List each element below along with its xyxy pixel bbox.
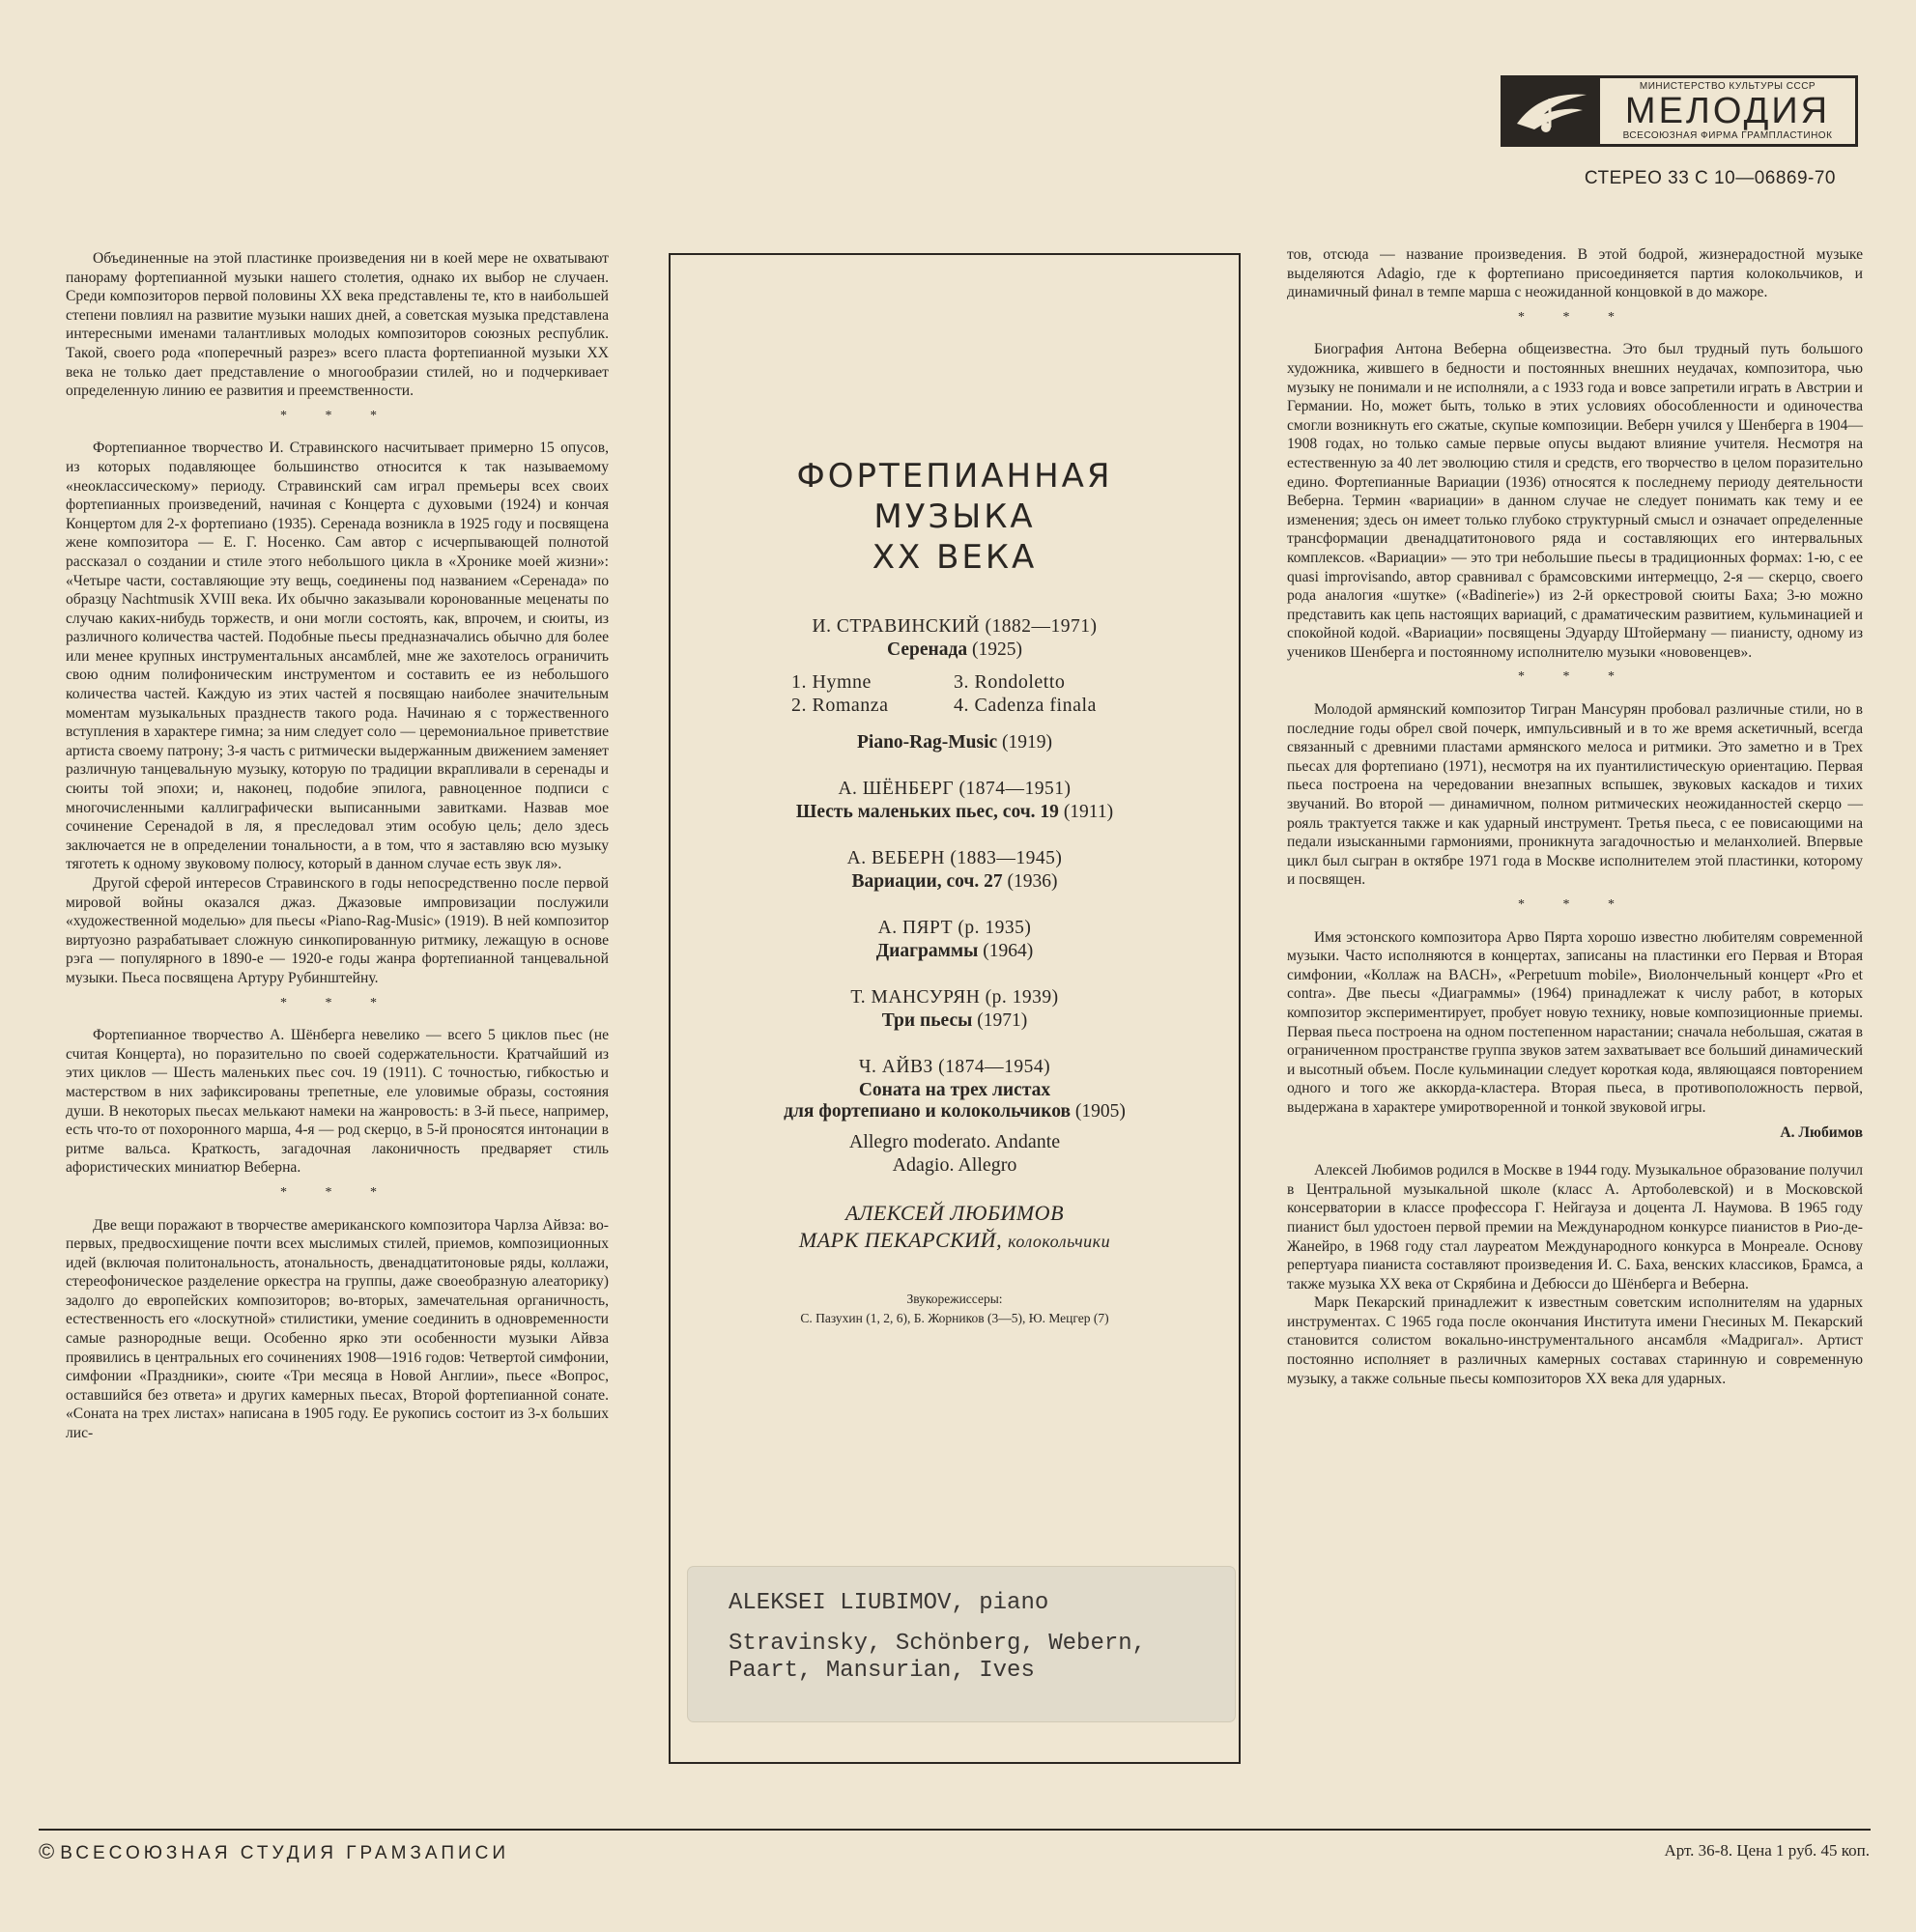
composer-schoenberg: А. ШЁНБЕРГ (1874—1951) xyxy=(838,779,1072,799)
section-separator: * * * xyxy=(1518,897,1632,912)
stravinsky-paragraph: Фортепианное творчество И. Стравинского насчитывает примерно 15 опусов, из которых подавляющее большинство относится к так называемому «неоклассическому» периоду. Стравинский сам играл премьеры всех своих фортепианных произведений, начиная с Концерта с духовыми (1924) и кончая Концертом для 2-х фортепиано (1935). Серенада возникла в 1925 году и посвящена жене композитора — Е. Г. Носенко. Сам автор с исчерпывающей полнотой рассказал о создании и стиле этого небольшого цикла в «Хронике моей жизни»: «Четыре части, составляющие эту вещь, соединены под названием «Серенада» по образцу Nachtmusik XVIII века. Их обычно заказывали коронованные меценаты по случаю каких-нибудь торжеств, и они могли состоять, как, впрочем, и сюиты, из различного количества частей. Подобные пьесы предназначались обычно для более или менее крупных инструментальных ансамблей, мне же захотелось ограничить свою одним полифоническим инструментом и составить ее из небольшого количества частей. Каждую из этих частей я посвящаю наиболее значительным моментам музыкальных празднеств такого рода. Начинаю я с торжественного вступления в характере гимна; за ним следует соло — церемониальное приветствие артиста своему патрону; 3-я часть с ритмически выдержанным движением заменяет различную танцевальную музыку, которую по традиции вкрапливали в серенады и сюиты той эпохи; и, наконец, подобие эпилога, равноценное подписи с многочисленными каллиграфически выписанными завитками. Назвав мое сочинение Серенадой в ля, я преследовал этим особую цель; дело здесь заключается не в определении тональности, а в том, что я заставляю всю музыку тяготеть к одному звуковому полюсу, который в данном случае есть звук ля». xyxy=(66,440,609,873)
copyright-icon: © xyxy=(39,1839,55,1863)
album-title xyxy=(671,456,1239,578)
movement: Allegro moderato. Andante xyxy=(848,1131,1061,1152)
work-three-page-sonata xyxy=(671,1080,1239,1122)
serenade-movements xyxy=(671,670,1239,717)
typed-sticker-label xyxy=(688,1567,1235,1721)
composer-mansurian: Т. МАНСУРЯН (р. 1939) xyxy=(850,987,1059,1008)
movement: 3. Rondoletto xyxy=(954,671,1066,693)
mansurian-paragraph: Молодой армянский композитор Тигран Мансурян пробовал различные стили, но в последние годы обрел свой почерк, импульсивный и в то же время аскетичный, всегда связанный с древними пластами армянского мелоса и ритмики. Это заметно и в Трех пьесах для фортепиано (1971), несмотря на их пуантилистическую ориентацию. Первая пьеса построена на чередовании внезапных вспышек, звуковых каскадов и тихих звучаний. Во второй — динамичном, полном ритмических неожиданностей скерцо — рояль трактуется также и как ударный инструмент. Третья пьеса, с ее повисающими на педали изысканными гармониями, проникнута загадочностью и меланхолией. Впервые цикл был сыгран в октябре 1971 года в Москве исполнителем этой пластинки, которому и посвящен. xyxy=(1287,701,1863,889)
work-year: (1919) xyxy=(1002,732,1053,753)
work-title: Шесть маленьких пьес, соч. 19 xyxy=(795,802,1059,822)
left-text-column xyxy=(66,249,609,1443)
logo-ministry-text: МИНИСТЕРСТВО КУЛЬТУРЫ СССР xyxy=(1639,81,1816,92)
work-year: (1964) xyxy=(983,941,1034,961)
work-title: Piano-Rag-Music xyxy=(856,732,998,753)
work-variations xyxy=(671,871,1239,893)
work-year: (1971) xyxy=(977,1010,1028,1031)
footer-divider xyxy=(39,1829,1871,1831)
work-title: Диаграммы xyxy=(875,941,979,961)
movement: 1. Hymne xyxy=(791,671,872,693)
album-title-line: XX ВЕКА xyxy=(872,538,1038,577)
part-paragraph: Имя эстонского композитора Арво Пярта хорошо известно любителям современной музыки. Часто исполняются в концертах, записаны на пластинки его Первая и Вторая симфонии, «Коллаж на BACH», «Perpetuum mobile», Виолончельный концерт «Pro et contra». Две пьесы «Диаграммы» (1964) принадлежат к числу работ, в которых композитор экспериментирует, пробует новую технику, новые композиционные приемы. Первая пьеса построена на одном постепенном нарастании; сначала небольшая, сжатая в ограниченном пространстве группа звуков затем захватывает все больший динамический и высотный объем. После кульминации следует короткая кода, являющаяся повторением одного и того же аккорда-кластера. Вторая пьеса, в противоположность первой, выдержана в характере умиротворенной и тонкой звуковой игры. xyxy=(1287,928,1863,1116)
performer-percussionist xyxy=(671,1227,1239,1255)
ives-paragraph: Две вещи поражают в творчестве американского композитора Чарлза Айвза: во-первых, предвосхищение почти всех мыслимых стилей, приемов, композиционных идей (включая политональность, атональность, двенадцатитоновые ряды, коллажи, стереофоническое разделение оркестра на группы, даже своеобразную алеаторику) задолго до европейских композиторов; во-вторых, замечательная органичность, естественность его «лоскутной» стилистики, умение соединить в одновременности самые разнородные вещи. Особенно ярко эти особенности музыки Айвза проявились в центральных его сочинениях 1908—1916 годов: Четвертой симфонии, симфонии «Праздники», сюите «Три месяца в Новой Англии», пьесе «Вопрос, оставшийся без ответа» и других камерных пьесах, Второй фортепианной сонате. «Соната на трех листах» написана в 1905 году. Ее рукопись состоит из 3-х больших лис- xyxy=(66,1216,609,1442)
composer-ives: Ч. АЙВЗ (1874—1954) xyxy=(858,1057,1051,1077)
work-diagrams xyxy=(671,941,1239,962)
melodiya-emblem-icon xyxy=(1503,78,1600,144)
section-separator: * * * xyxy=(280,995,394,1010)
liubimov-bio: Алексей Любимов родился в Москве в 1944 году. Музыкальное образование получил в Центральной музыкальной школе (класс А. Артоболевской) и в Московской консерватории в классе профессора Г. Нейгауза и доцента Л. Наумова. В 1965 году пианист был удостоен первой премии на Международном конкурсе пианистов в Рио-де-Жанейро, в 1968 году стал лауреатом Международного конкурса в Монреале. Основу репертуара пианиста составляют произведения И. С. Баха, венских классиков, Брамса, а также музыка XX века от Скрябина и Дебюсси до Шёнберга и Веберна. xyxy=(1287,1162,1863,1293)
movement: 4. Cadenza finala xyxy=(954,695,1097,716)
sticker-composers-continued: Paart, Mansurian, Ives xyxy=(729,1658,1035,1684)
album-title-line: ФОРТЕПИАННАЯ xyxy=(796,457,1113,496)
work-serenade xyxy=(671,639,1239,661)
sonata-movements xyxy=(671,1130,1239,1177)
movement: 2. Romanza xyxy=(791,695,889,716)
logo-firm-text: ВСЕСОЮЗНАЯ ФИРМА ГРАМПЛАСТИНОК xyxy=(1622,130,1833,141)
sticker-composers: Stravinsky, Schönberg, Webern, xyxy=(729,1631,1147,1657)
webern-paragraph: Биография Антона Веберна общеизвестна. Это был трудный путь большого художника, жившего в бедности и постоянных внешних неудачах, композитора, чью музыку не понимали и не исполняли, а с 1933 года и вовсе запретили играть в Австрии и Германии. Но, может быть, только в этих условиях обособленности и одиночества смогли возникнуть его сжатые, скупые композиции. Веберн учился у Шенберга в 1904—1908 годах, но только самые первые опусы выдают влияние учителя. Несмотря на естественную за 40 лет эволюцию стиля и средств, его творчество в целом поразительно едино. Фортепианные Вариации (1936) относятся к последнему периоду деятельности Веберна. Термин «вариации» в данном случае не следует понимать как тему и ее изменения; здесь он имеет только глубоко структурный смысл и означает определенные трансформации двенадцатитонового ряда и составляющих его интервальных комплексов. «Вариации» — это три небольшие пьесы в традиционных формах: 1-ю, с ее quasi improvisando, автор сравнивал с брамсовскими интермеццо, 2-я — скерцо, своего рода аналогия «шутке» («Badinerie») из 2-й оркестровой сюиты Баха; 3-ю можно представить как цепь настоящих вариаций, с драматическим развитием, кульминацией и спокойной кодой. «Вариации» посвящены Эдуарду Штойерману — пианисту, одному из учеников Шенберга и постоянному исполнителю музыки «нововенцев». xyxy=(1287,341,1863,661)
work-year: (1936) xyxy=(1007,871,1058,892)
work-title-continued: для фортепиано и колокольчиков xyxy=(784,1101,1071,1122)
footer-price: Арт. 36-8. Цена 1 руб. 45 коп. xyxy=(1664,1841,1870,1860)
work-year: (1911) xyxy=(1063,802,1114,822)
work-title: Соната на трех листах xyxy=(858,1080,1051,1100)
section-separator: * * * xyxy=(280,408,394,423)
intro-paragraph: Объединенные на этой пластинке произведения ни в коей мере не охватывают панораму фортепианной музыки нашего столетия, однако их выбор не случаен. Среди композиторов первой половины XX века представлены те, кто в наибольшей степени повлиял на развитие музыки наших дней, а советская музыка представлена интересными именами талантливых молодых композиторов союзных республик. Такой, своего рода «поперечный разрез» всего пласта фортепианной музыки XX века не только дает представление о многообразии стилей, но и подчеркивает определенную линию ее развития и преемственности. xyxy=(66,250,609,400)
work-title: Серенада xyxy=(887,639,968,660)
composer-stravinsky: И. СТРАВИНСКИЙ (1882—1971) xyxy=(812,616,1098,637)
performers xyxy=(671,1200,1239,1255)
composer-webern: А. ВЕБЕРН (1883—1945) xyxy=(846,848,1063,868)
section-separator: * * * xyxy=(280,1184,394,1200)
catalog-number: СТЕРЕО 33 С 10—06869-70 xyxy=(1584,168,1836,188)
melodiya-logo xyxy=(1501,75,1858,147)
performer-name: МАРК ПЕКАРСКИЙ, xyxy=(798,1228,1003,1252)
author-signature: А. Любимов xyxy=(1780,1123,1863,1141)
composer-part: А. ПЯРТ (р. 1935) xyxy=(877,918,1032,938)
work-title: Вариации, соч. 27 xyxy=(851,871,1003,892)
engineers-list: С. Пазухин (1, 2, 6), Б. Жорников (3—5), Ю. Мецгер (7) xyxy=(800,1311,1109,1325)
work-six-little-pieces xyxy=(671,802,1239,823)
work-year: (1925) xyxy=(971,639,1022,660)
stravinsky-jazz-paragraph: Другой сферой интересов Стравинского в годы непосредственно после первой мировой войны оказался джаз. Джазовые импровизации послужили «художественной моделью» для пьесы «Piano-Rag-Music» (1919). В ней композитор виртуозно разрабатывает сложную синкопированную ритмику, лежащую в основе рэга — популярного в 1890-е — 1920-е годы жанра фортепианной танцевальной музыки. Пьеса посвящена Артуру Рубинштейну. xyxy=(66,875,609,986)
work-year: (1905) xyxy=(1074,1101,1126,1122)
right-text-column xyxy=(1287,245,1863,1388)
section-separator: * * * xyxy=(1518,309,1632,325)
schoenberg-paragraph: Фортепианное творчество А. Шёнберга невелико — всего 5 циклов пьес (не считая Концерта), но поразительно по своей содержательности. Кратчайший из этих циклов — Шесть маленьких пьес соч. 19 (1911). С точностью, гибкостью и мастерством в них зафиксированы трепетные, еле уловимые образы, состояния души. В некоторых пьесах мелькают намеки на жанровость: в 3-й пьесе, например, есть что-то от похоронного марша, 4-я — род скерцо, в 5-й проносятся интонации в ритме вальса. Краткость, загадочная лаконичность предваряет стиль афористических миниатюр Веберна. xyxy=(66,1027,609,1177)
work-three-pieces xyxy=(671,1010,1239,1032)
logo-brand-name: МЕЛОДИЯ xyxy=(1624,91,1831,131)
performer-role: колокольчики xyxy=(1008,1232,1111,1251)
ives-paragraph-continued: тов, отсюда — название произведения. В этой бодрой, жизнерадостной музыке выделяются Adagio, где к фортепиано присоединяется партия колокольчиков, и динамичный финал в темпе марша с неожиданной концовкой в до мажоре. xyxy=(1287,246,1863,301)
section-separator: * * * xyxy=(1518,669,1632,685)
work-piano-rag-music xyxy=(671,732,1239,753)
tracklist-panel xyxy=(669,253,1241,1764)
album-title-line: МУЗЫКА xyxy=(873,497,1036,536)
studio-name: ВСЕСОЮЗНАЯ СТУДИЯ ГРАМЗАПИСИ xyxy=(60,1843,510,1863)
sticker-performer: ALEKSEI LIUBIMOV, piano xyxy=(729,1590,1049,1616)
movement: Adagio. Allegro xyxy=(892,1154,1017,1176)
pekarsky-bio: Марк Пекарский принадлежит к известным советским исполнителям на ударных инструментах. С 1965 года после окончания Института имени Гнесиных М. Пекарский становится солистом вокально-инструментального ансамбля «Мадригал». Артист постоянно исполняет в различных камерных составах старинную и современную музыку, а также сольные пьесы композиторов XX века для ударных. xyxy=(1287,1294,1863,1387)
footer-studio xyxy=(39,1839,509,1864)
work-title: Три пьесы xyxy=(881,1010,973,1031)
performer-pianist: АЛЕКСЕЙ ЛЮБИМОВ xyxy=(844,1201,1065,1225)
engineers-heading: Звукорежиссеры: xyxy=(906,1292,1003,1306)
